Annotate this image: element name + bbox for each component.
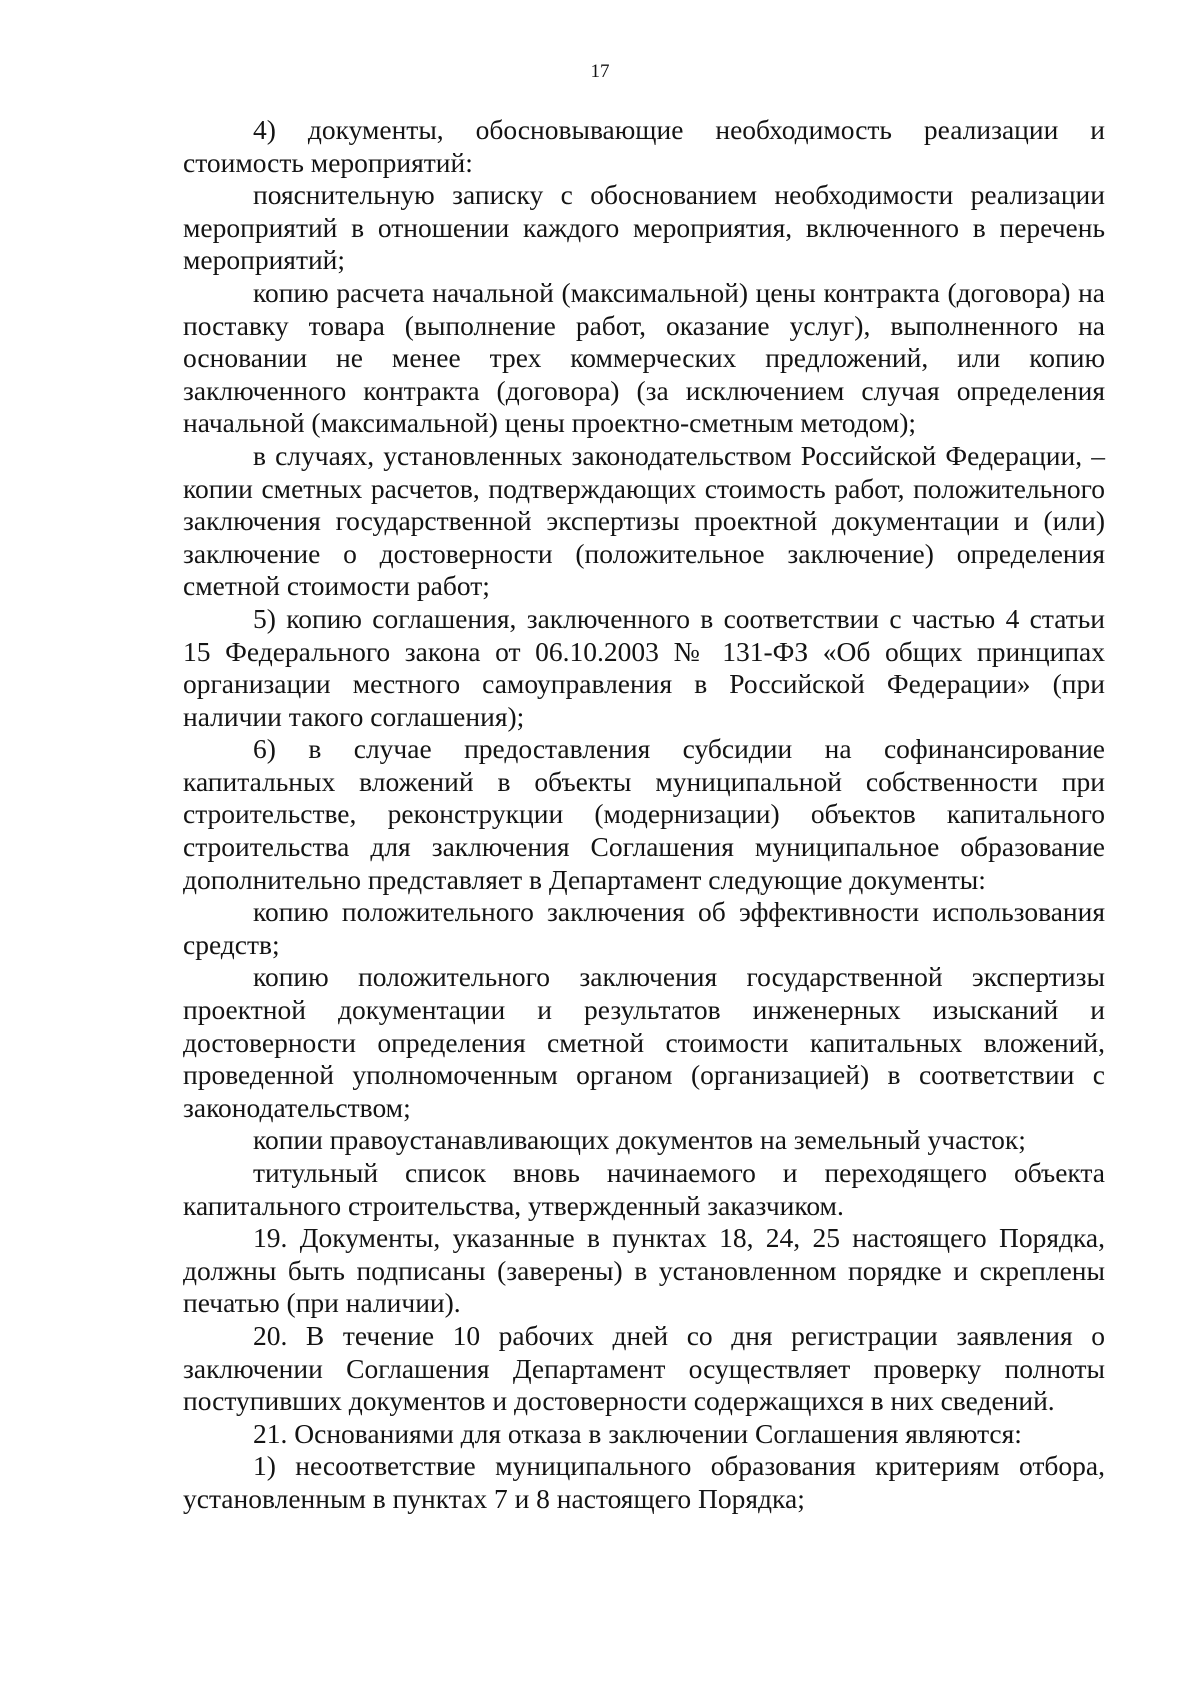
paragraph-section-20: 20. В течение 10 рабочих дней со дня регистрации заявления о заключении Соглашения Департамент осуществляет проверку полноты поступивших документов и достоверности содержащихся в них сведений. (183, 1319, 1105, 1417)
paragraph-item-4-documents: 4) документы, обосновывающие необходимость реализации и стоимость мероприятий: (183, 114, 1105, 178)
paragraph-land-title-documents: копии правоустанавливающих документов на земельный участок; (253, 1124, 1026, 1156)
paragraph-refusal-ground-1: 1) несоответствие муниципального образования критериям отбора, установленным в пунктах 7 и 8 настоящего Порядка; (183, 1450, 1105, 1514)
paragraph-state-expertise-conclusion: копию положительного заключения государственной экспертизы проектной документации и результатов инженерных изысканий и достоверности определения сметной стоимости капитальных вложений, проведенной уполномоченным органом (организацией) в соответствии с законодательством; (183, 961, 1105, 1123)
paragraph-item-6-capital-investments: 6) в случае предоставления субсидии на софинансирование капитальных вложений в объекты муниципальной собственности при строительстве, реконструкции (модернизации) объектов капитального строительства для заключения Соглашения муниципальное образование дополнительно представляет в Департамент следующие документы: (183, 733, 1105, 895)
document-body (183, 114, 1105, 1516)
paragraph-section-21: 21. Основаниями для отказа в заключении Соглашения являются: (253, 1417, 1022, 1449)
paragraph-explanatory-note: пояснительную записку с обоснованием необходимости реализации мероприятий в отношении каждого мероприятия, включенного в перечень мероприятий; (183, 179, 1105, 276)
paragraph-item-5-agreement-copy: 5) копию соглашения, заключенного в соответствии с частью 4 статьи 15 Федерального закона от 06.10.2003 № 131-ФЗ «Об общих принципах организации местного самоуправления в Российской Федерации» (при наличии такого соглашения); (183, 602, 1105, 732)
paragraph-section-19: 19. Документы, указанные в пунктах 18, 24, 25 настоящего Порядка, должны быть подписаны (заверены) в установленном порядке и скреплены печатью (при наличии). (183, 1222, 1105, 1319)
paragraph-contract-price-calculation: копию расчета начальной (максимальной) цены контракта (договора) на поставку товара (выполнение работ, оказание услуг), выполненного на основании не менее трех коммерческих предложений, или копию заключенного контракта (договора) (за исключением случая определения начальной (максимальной) цены проектно-сметным методом); (183, 276, 1105, 439)
paragraph-efficiency-conclusion: копию положительного заключения об эффективности использования средств; (183, 896, 1105, 960)
paragraph-title-list: титульный список вновь начинаемого и переходящего объекта капитального строительства, утвержденный заказчиком. (183, 1157, 1105, 1221)
paragraph-estimate-calculations: в случаях, установленных законодательством Российской Федерации, – копии сметных расчетов, подтверждающих стоимость работ, положительного заключения государственной экспертизы проектной документации и (или) заключение о достоверности (положительное заключение) определения сметной стоимости работ; (183, 439, 1105, 602)
page-number: 17 (590, 61, 610, 82)
